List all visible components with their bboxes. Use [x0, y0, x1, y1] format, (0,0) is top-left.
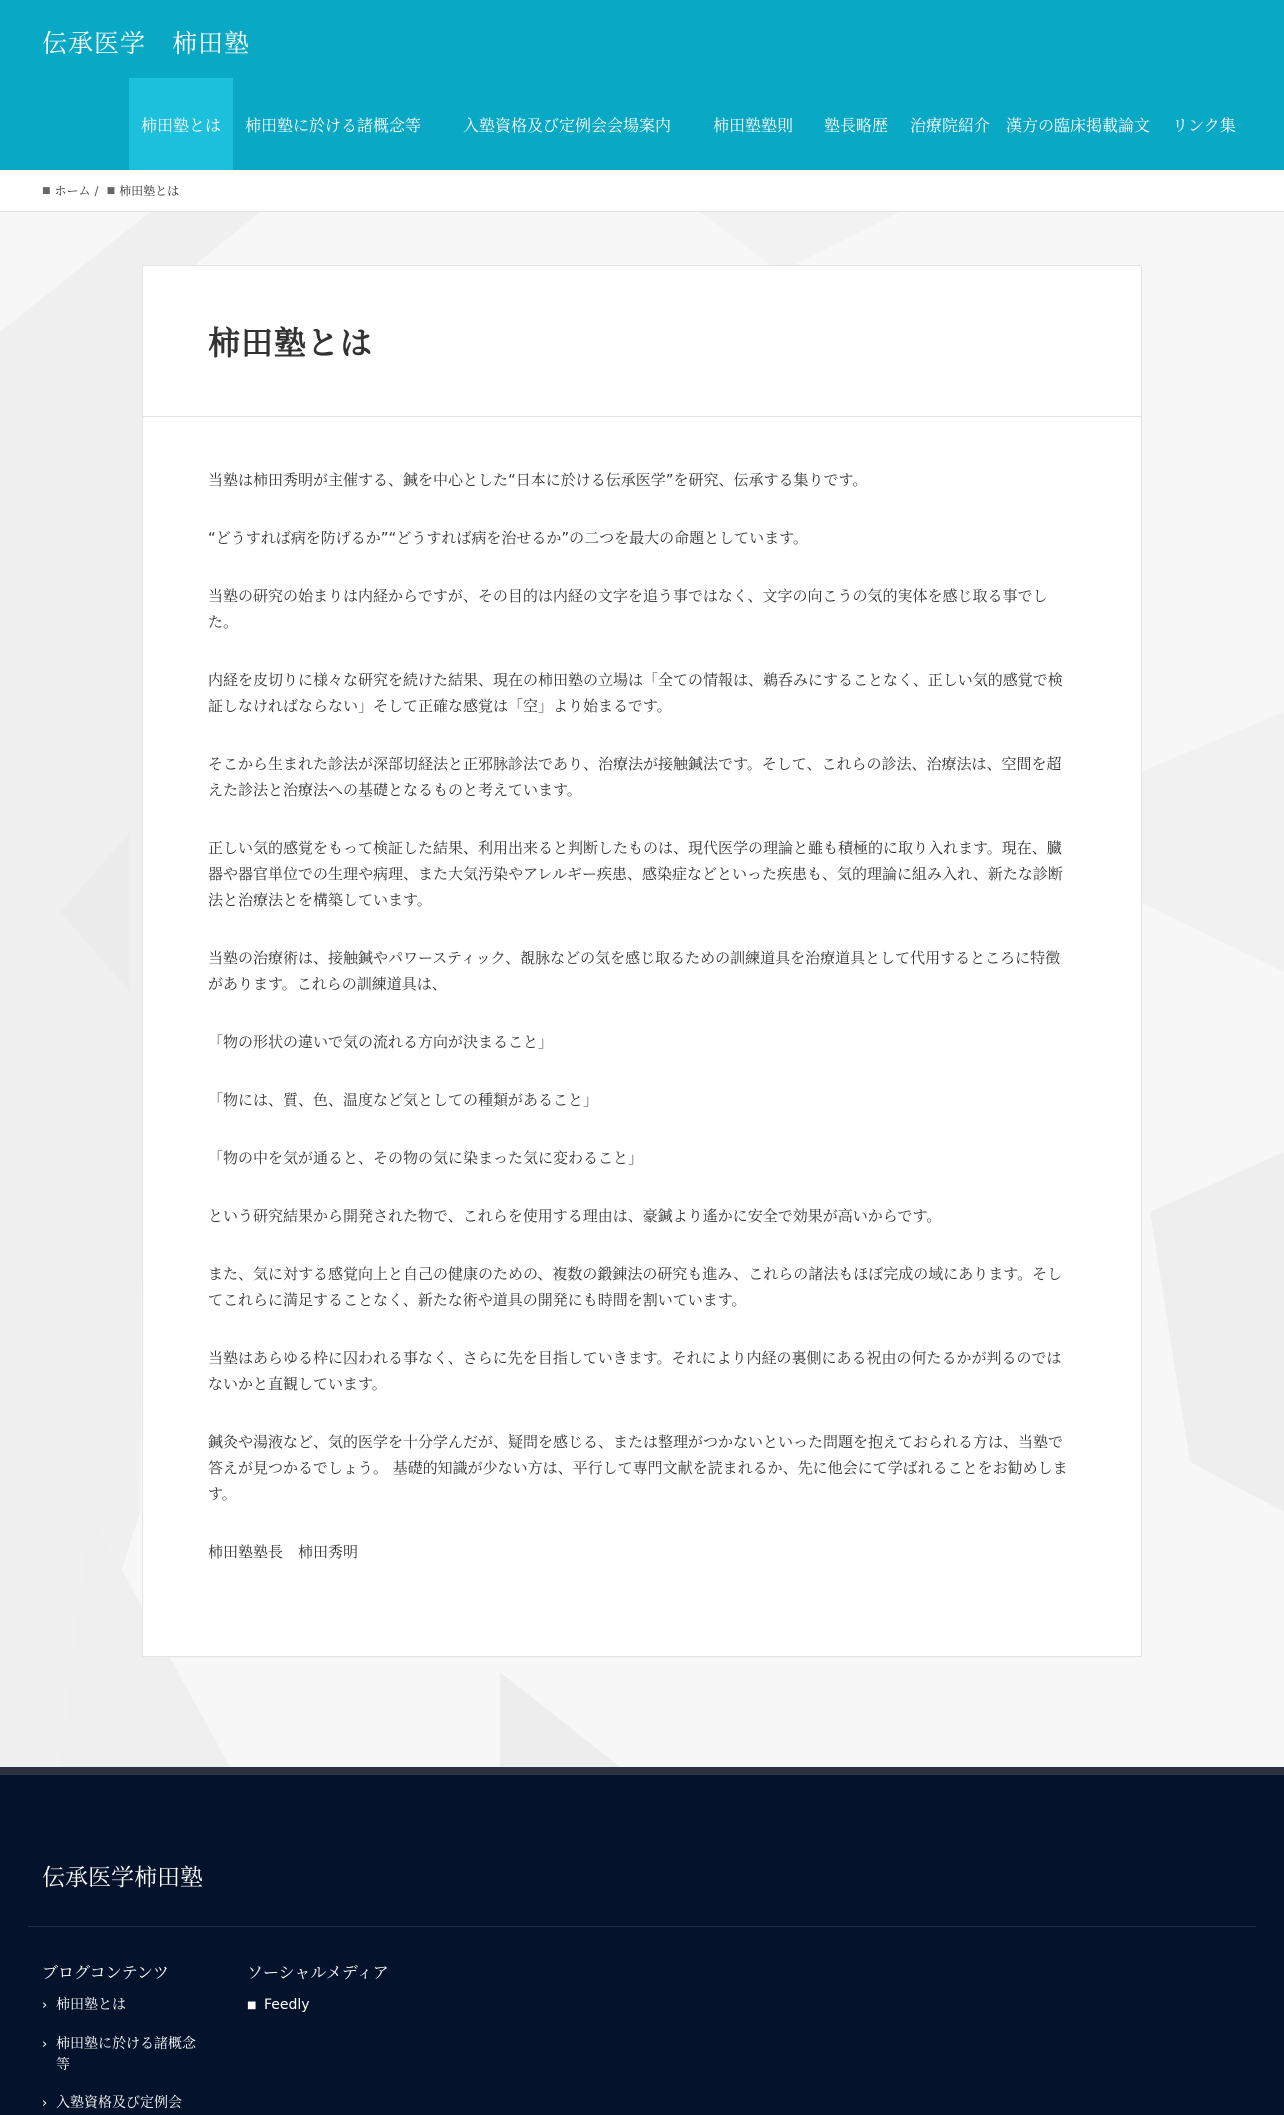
- page-title: 柿田塾とは: [208, 324, 374, 362]
- chevron-right-icon: ›: [42, 2037, 48, 2052]
- article-paragraph: 当塾はあらゆる枠に囚われる事なく、さらに先を目指していきます。それにより内経の裏側にある祝由の何たるかが判るのではないかと直観しています。: [208, 1349, 1062, 1393]
- nav-item-about[interactable]: [129, 78, 233, 170]
- folder-icon: ■: [106, 185, 116, 196]
- article-paragraph: 当塾は柿田秀明が主催する、鍼を中心とした“日本に於ける伝承医学”を研究、伝承する集りです。: [208, 471, 868, 489]
- article-body: [143, 417, 1141, 1565]
- nav-item-admission[interactable]: [436, 78, 698, 170]
- site-title[interactable]: 伝承医学 柿田塾: [42, 29, 251, 58]
- article-card: [142, 265, 1142, 1657]
- article-signature: 柿田塾塾長 柿田秀明: [208, 1543, 359, 1561]
- article-paragraph: 当塾の治療術は、接触鍼やパワースティック、覩脉などの気を感じ取るための訓練道具を治療道具として代用するところに特徴があります。これらの訓練道具は、: [208, 949, 1061, 993]
- article-paragraph: 「物の中を気が通ると、その物の気に染まった気に変わること」: [208, 1149, 644, 1167]
- site-header: [0, 0, 1284, 170]
- article-paragraph: そこから生まれた診法が深部切経法と正邪脉診法であり、治療法が接触鍼法です。そして、これらの診法、治療法は、空間を超えた診法と治療法への基礎となるものと考えています。: [208, 755, 1062, 799]
- chevron-right-icon: ›: [42, 2096, 48, 2111]
- breadcrumb-current: [107, 182, 180, 199]
- nav-label: 柿田塾塾則: [712, 115, 793, 135]
- nav-item-links[interactable]: [1159, 78, 1249, 170]
- article-paragraph: “どうすれば病を防げるか”“どうすれば病を治せるか”の二つを最大の命題としています。: [208, 529, 808, 547]
- article-paragraph: 正しい気的感覚をもって検証した結果、利用出来ると判断したものは、現代医学の理論と雖も積極的に取り入れます。現在、臓器や器官単位での生理や病理、また大気汚染やアレルギー疾患、感染症などといった疾患も、気的理論に組み入れ、新たな診断法と治療法とを構築しています。: [208, 839, 1063, 909]
- article-paragraph: 当塾の研究の始まりは内経からですが、その目的は内経の文字を追う事ではなく、文字の向こうの気的実体を感じ取る事でした。: [208, 587, 1048, 631]
- breadcrumb-current-label: 柿田塾とは: [119, 184, 180, 198]
- nav-item-profile[interactable]: [811, 78, 901, 170]
- nav-item-clinics[interactable]: [901, 78, 999, 170]
- footer-link-admission[interactable]: [42, 2093, 216, 2114]
- article-paragraph: 鍼灸や湯液など、気的医学を十分学んだが、疑問を感じる、または整理がつかないといった問題を抱えておられる方は、当塾で答えが見つかるでしょう。 基礎的知識が少ない方は、平行して専門文献を読まれるか、先に他会にて学ばれることをお勧めします。: [208, 1433, 1068, 1503]
- nav-label: 入塾資格及び定例会会場案内: [462, 115, 671, 135]
- home-icon: ■: [42, 185, 51, 196]
- chevron-right-icon: ›: [42, 1998, 48, 2013]
- footer-link-label: 柿田塾とは: [56, 1997, 126, 2013]
- breadcrumb-separator: /: [94, 183, 99, 198]
- article-paragraph: また、気に対する感覚向上と自己の健康のための、複数の鍛錬法の研究も進み、これらの諸法もほぼ完成の域にあります。そしてこれらに満足することなく、新たな術や道具の開発にも時間を割いています。: [208, 1265, 1063, 1309]
- footer-link-label: 柿田塾に於ける諸概念等: [56, 2036, 196, 2073]
- article-header: [143, 266, 1141, 417]
- footer-social-heading: ソーシャルメディア: [247, 1963, 389, 1982]
- nav-item-papers[interactable]: [999, 78, 1157, 170]
- nav-item-rules[interactable]: [698, 78, 808, 170]
- nav-label: 漢方の臨床掲載論文: [1006, 115, 1151, 135]
- breadcrumb: [0, 170, 1284, 212]
- footer-top-border: [0, 1767, 1284, 1775]
- article-paragraph: 内経を皮切りに様々な研究を続けた結果、現在の柿田塾の立場は「全ての情報は、鵜呑みにすることなく、正しい気的感覚で検証しなければならない」そして正確な感覚は「空」より始まるです。: [208, 671, 1063, 715]
- feedly-icon: ■: [247, 2000, 257, 2011]
- nav-label: 柿田塾に於ける諸概念等: [245, 115, 422, 135]
- footer-link-about[interactable]: [42, 1995, 206, 2016]
- footer-site-title[interactable]: 伝承医学柿田塾: [42, 1865, 203, 1891]
- breadcrumb-home[interactable]: [42, 182, 91, 199]
- footer-divider: [28, 1926, 1256, 1927]
- article-paragraph: という研究結果から開発された物で、これらを使用する理由は、豪鍼より遙かに安全で効果が高いからです。: [208, 1207, 942, 1225]
- footer-blog-heading: ブログコンテンツ: [42, 1963, 169, 1982]
- footer-link-concepts[interactable]: [42, 2034, 206, 2076]
- nav-label: リンク集: [1172, 115, 1236, 135]
- footer-link-feedly[interactable]: [247, 1995, 310, 2016]
- footer-link-label: 入塾資格及び定例会: [56, 2095, 182, 2111]
- nav-item-concepts[interactable]: [233, 78, 433, 170]
- breadcrumb-home-label: ホーム: [54, 184, 91, 198]
- nav-label: 塾長略歴: [823, 115, 888, 135]
- nav-label: 柿田塾とは: [141, 115, 222, 135]
- nav-label: 治療院紹介: [910, 115, 991, 135]
- article-paragraph: 「物には、質、色、温度など気としての種類があること」: [208, 1091, 599, 1109]
- article-paragraph: 「物の形状の違いで気の流れる方向が決まること」: [208, 1033, 554, 1051]
- footer-link-label: Feedly: [264, 1997, 310, 2013]
- site-footer: [0, 1775, 1284, 2115]
- main-nav: [129, 78, 1249, 170]
